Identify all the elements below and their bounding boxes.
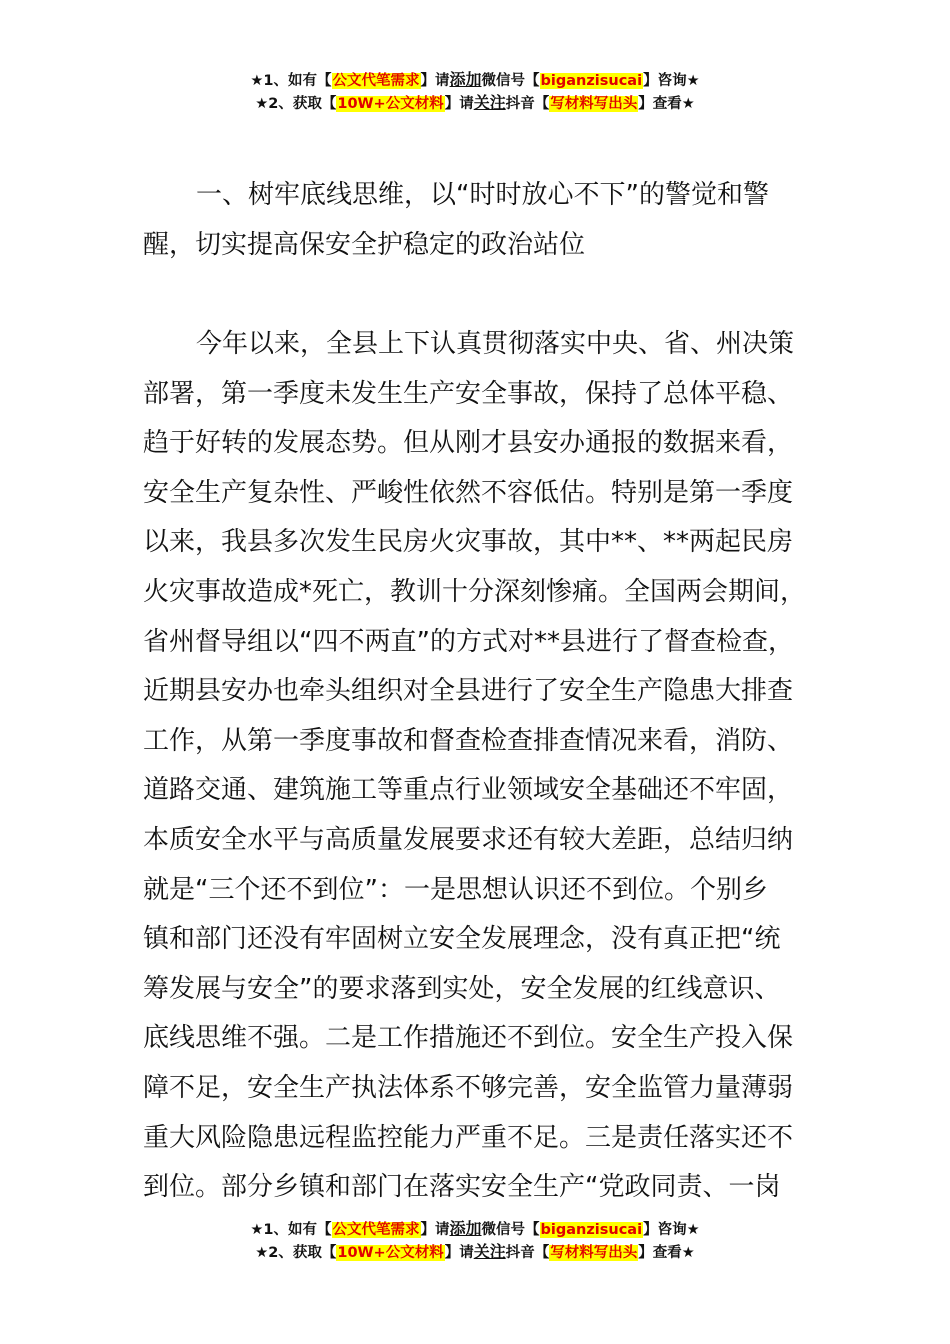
- banner-highlight: 写材料写出头: [550, 96, 638, 112]
- banner-line-1: [0, 1218, 950, 1241]
- paragraph-line: 以来，我县多次发生民房火灾事故，其中**、**两起民房: [143, 527, 794, 558]
- banner-highlight: 写材料写出头: [550, 1245, 638, 1261]
- banner-text: 抖音【: [505, 96, 550, 112]
- banner-text: ★1、如有【: [250, 73, 332, 89]
- banner-line-1: [0, 69, 950, 92]
- paragraph-line: 本质安全水平与高质量发展要求还有较大差距，总结归纳: [143, 824, 794, 855]
- header-banner: [0, 69, 950, 115]
- banner-highlight: 10W+公文材料: [337, 1245, 444, 1261]
- banner-text: ★2、获取【: [255, 1245, 337, 1261]
- banner-emphasis: 添加: [449, 1219, 482, 1238]
- banner-text: 】查看★: [638, 1245, 695, 1261]
- paragraph-line: 近期县安办也牵头组织对全县进行了安全生产隐患大排查: [143, 676, 794, 707]
- paragraph-line: 筹发展与安全”的要求落到实处，安全发展的红线意识、: [143, 973, 781, 1004]
- paragraph-line: 火灾事故造成*死亡，教训十分深刻惨痛。全国两会期间，: [143, 576, 807, 607]
- banner-text: 】请: [444, 96, 474, 112]
- banner-text: ★1、如有【: [250, 1222, 332, 1238]
- heading-line: 一、树牢底线思维，以“时时放心不下”的警觉和警: [196, 180, 769, 210]
- paragraph-line: 镇和部门还没有牢固树立安全发展理念，没有真正把“统: [143, 924, 781, 955]
- paragraph-line: 重大风险隐患远程监控能力严重不足。三是责任落实还不: [143, 1122, 794, 1153]
- banner-text: 】请: [444, 1245, 474, 1261]
- banner-text: 微信号【: [481, 1222, 540, 1238]
- paragraph-line: 到位。部分乡镇和部门在落实安全生产“党政同责、一岗: [143, 1172, 781, 1203]
- banner-highlight: 10W+公文材料: [337, 96, 444, 112]
- banner-emphasis: 关注: [473, 93, 506, 112]
- banner-text: 微信号【: [481, 73, 540, 89]
- banner-line-2: [0, 1241, 950, 1264]
- banner-text: 】查看★: [638, 96, 695, 112]
- banner-highlight: 公文代笔需求: [332, 73, 420, 89]
- banner-line-2: [0, 92, 950, 115]
- body-paragraph: [143, 320, 815, 1213]
- banner-highlight: biganzisucai: [540, 1222, 643, 1238]
- banner-text: 】咨询★: [643, 73, 700, 89]
- section-heading: [143, 171, 815, 270]
- banner-highlight: 公文代笔需求: [332, 1222, 420, 1238]
- paragraph-line: 工作，从第一季度事故和督查检查排查情况来看，消防、: [143, 725, 794, 756]
- banner-text: 抖音【: [505, 1245, 550, 1261]
- banner-text: 】咨询★: [643, 1222, 700, 1238]
- paragraph-line: 省州督导组以“四不两直”的方式对**县进行了督查检查，: [143, 626, 794, 657]
- paragraph-line: 就是“三个还不到位”：一是思想认识还不到位。个别乡: [143, 874, 768, 905]
- paragraph-line: 底线思维不强。二是工作措施还不到位。安全生产投入保: [143, 1023, 794, 1054]
- banner-text: ★2、获取【: [255, 96, 337, 112]
- paragraph-line: 道路交通、建筑施工等重点行业领域安全基础还不牢固，: [143, 775, 794, 806]
- paragraph-line: 趋于好转的发展态势。但从刚才县安办通报的数据来看，: [143, 428, 794, 459]
- paragraph-line: 障不足，安全生产执法体系不够完善，安全监管力量薄弱: [143, 1072, 794, 1103]
- paragraph-line: 部署，第一季度未发生生产安全事故，保持了总体平稳、: [143, 378, 794, 409]
- banner-highlight: biganzisucai: [540, 73, 643, 89]
- footer-banner: [0, 1218, 950, 1264]
- paragraph-line: 今年以来，全县上下认真贯彻落实中央、省、州决策: [196, 329, 795, 359]
- banner-text: 】请: [420, 1222, 450, 1238]
- heading-line: 醒，切实提高保安全护稳定的政治站位: [143, 229, 586, 260]
- banner-emphasis: 关注: [473, 1242, 506, 1261]
- paragraph-line: 安全生产复杂性、严峻性依然不容低估。特别是第一季度: [143, 477, 794, 508]
- banner-text: 】请: [420, 73, 450, 89]
- banner-emphasis: 添加: [449, 70, 482, 89]
